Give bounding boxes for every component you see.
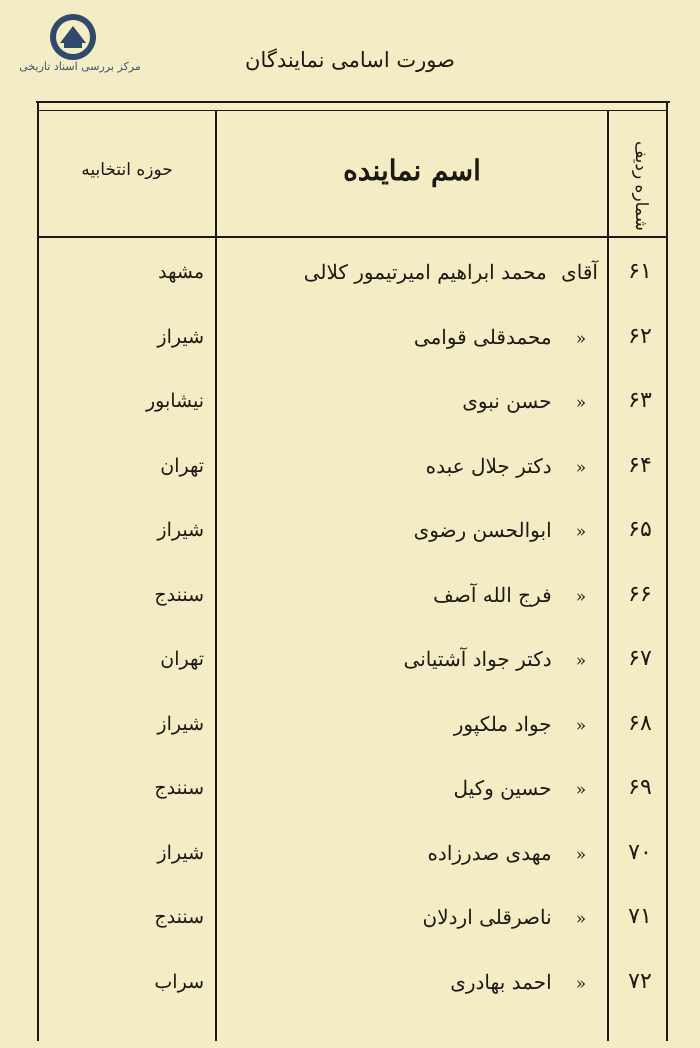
row-number: ۷۱	[628, 904, 652, 929]
representative-name-cell	[220, 641, 598, 677]
representative-name: فرج الله آصف	[433, 583, 558, 607]
column-header-number: شماره ردیف	[631, 141, 651, 231]
row-number: ۶۳	[628, 388, 652, 413]
column-header-district: حوزه انتخابیه	[81, 160, 173, 180]
representative-name: حسین وکیل	[453, 776, 558, 800]
electoral-district: شیراز	[157, 713, 204, 735]
name-prefix: «	[575, 329, 587, 349]
representative-name: دکتر جواد آشتیانی	[403, 647, 558, 671]
electoral-district: سنندج	[154, 906, 204, 928]
row-number: ۷۲	[628, 969, 652, 994]
representative-name-cell	[220, 319, 598, 355]
representative-name-cell	[220, 254, 598, 290]
representative-name: جواد ملکپور	[453, 712, 558, 736]
representative-name-cell	[220, 899, 598, 935]
representative-name: محمد ابراهیم امیرتیمور کلالی	[303, 260, 554, 284]
electoral-district: تهران	[160, 648, 204, 670]
representative-name: مهدی صدرزاده	[427, 841, 558, 865]
page-title: صورت اسامی نمایندگان	[245, 48, 455, 72]
representative-name: ناصرقلی اردلان	[422, 905, 558, 929]
row-number: ۶۶	[628, 582, 652, 607]
name-prefix: «	[575, 393, 587, 413]
electoral-district: نیشابور	[145, 390, 204, 412]
name-prefix: «	[575, 587, 587, 607]
representative-name-cell	[220, 512, 598, 548]
representative-name: دکتر جلال عبده	[425, 454, 558, 478]
name-prefix: «	[575, 651, 587, 671]
electoral-district: شیراز	[157, 842, 204, 864]
representative-name: ابوالحسن رضوی	[413, 518, 558, 542]
row-number: ۶۲	[628, 324, 652, 349]
row-number: ۶۸	[628, 711, 652, 736]
representative-name-cell	[220, 964, 598, 1000]
name-prefix: «	[575, 458, 587, 478]
electoral-district: شیراز	[157, 326, 204, 348]
row-number: ۶۵	[628, 517, 652, 542]
representative-name: محمدقلی قوامی	[413, 325, 558, 349]
representative-name-cell	[220, 770, 598, 806]
name-prefix: «	[575, 716, 587, 736]
row-number: ۶۹	[628, 775, 652, 800]
electoral-district: سنندج	[154, 584, 204, 606]
row-number: ۶۴	[628, 453, 652, 478]
source-caption: مرکز بررسی اسناد تاریخی	[19, 60, 141, 73]
electoral-district: سراب	[154, 971, 204, 993]
representative-name: احمد بهادری	[450, 970, 558, 994]
representative-name-cell	[220, 577, 598, 613]
row-number: ۶۱	[628, 259, 652, 284]
representative-name: حسن نبوی	[462, 389, 558, 413]
row-number: ۷۰	[628, 840, 652, 865]
electoral-district: تهران	[160, 455, 204, 477]
electoral-district: مشهد	[158, 261, 204, 283]
representative-name-cell	[220, 835, 598, 871]
name-prefix: آقای	[561, 260, 598, 284]
electoral-district: شیراز	[157, 519, 204, 541]
column-header-name: اسم نماینده	[343, 154, 481, 187]
electoral-district: سنندج	[154, 777, 204, 799]
name-prefix: «	[575, 974, 587, 994]
name-prefix: «	[575, 780, 587, 800]
row-number: ۶۷	[628, 646, 652, 671]
representative-name-cell	[220, 383, 598, 419]
representative-name-cell	[220, 448, 598, 484]
representative-name-cell	[220, 706, 598, 742]
name-prefix: «	[575, 522, 587, 542]
name-prefix: «	[575, 845, 587, 865]
name-prefix: «	[575, 909, 587, 929]
